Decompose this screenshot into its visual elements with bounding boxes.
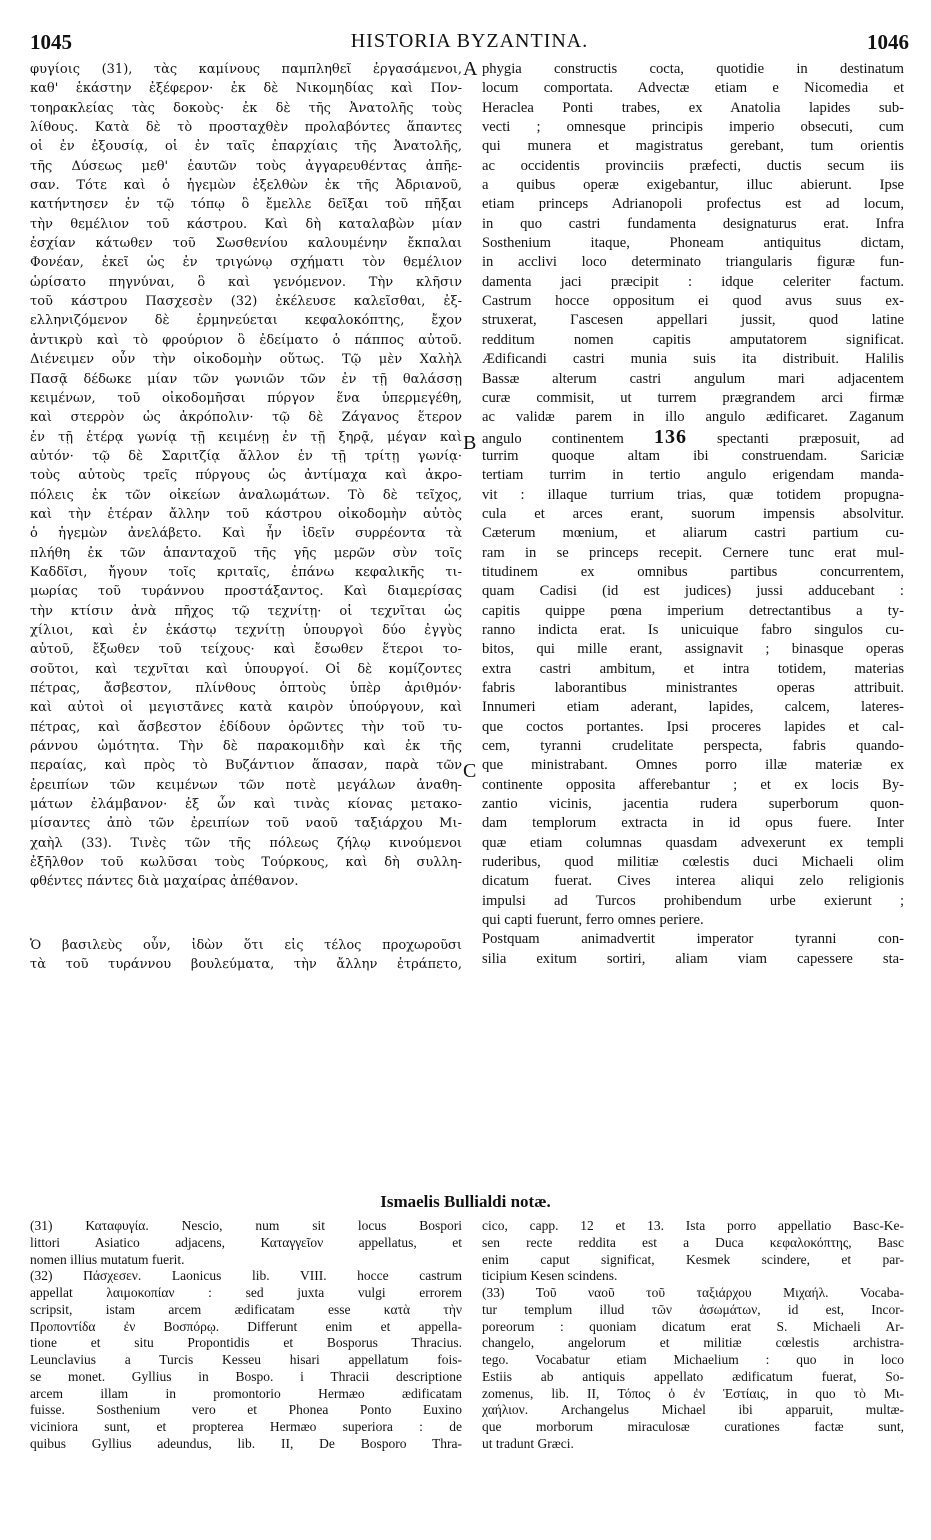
text-line: χαὴλ (33). Τινὲς τῶν τῆς πόλεως ζήλῳ κινούμενοι xyxy=(30,835,462,851)
greek-text-column xyxy=(30,60,462,974)
margin-marker-a: A xyxy=(463,58,478,80)
text-line: dam templorum extracta in id opus fuere. Inter xyxy=(482,815,904,832)
text-line: τὴν κτίσιν ἀνὰ πῆχος τῷ τεχνίτῃ· οἱ τεχνῖται ὡς xyxy=(30,603,462,619)
text-line: qui munera et magistratus gerebant, tum orientis xyxy=(482,138,904,155)
text-line: Πασᾷ δέδωκε μίαν τῶν γωνιῶν τῶν ἐν τῇ θαλάσσῃ xyxy=(30,371,462,387)
text-line: changelo, angelorum et militiæ cœlestis archistra- xyxy=(482,1335,904,1351)
text-line: dicatum fuerat. Cives interea aliqui zelo religionis xyxy=(482,873,904,890)
text-line: ἐξῆλθον τοῦ κωλῦσαι τοὺς Τούρκους, καὶ δὴ συλλη- xyxy=(30,855,462,871)
text-line: capitis quippe pœna imperium detrectantibus a ty- xyxy=(482,602,904,619)
text-line: καὶ στερρὸν ὡς ἀκρόπολιν· τῷ δὲ Ζάγανος ἕτερον xyxy=(30,410,462,426)
text-line: (31) Καταφυγία. Nescio, num sit locus Bospori xyxy=(30,1218,462,1233)
text-line: sen recte reddita est a Duca κεφαλοκόπτης, Basc xyxy=(482,1234,904,1250)
text-line: turrim quoque altam ibi construendam. Sariciæ xyxy=(482,447,904,464)
text-line: τοηρακλείας τὰς δοκοὺς· ἐκ δὲ τῆς Ἀνατολῆς τοὺς xyxy=(30,100,462,116)
text-line: impulsi ad Turcos prohibendum urbe exierunt ; xyxy=(482,892,904,909)
text-line: fabris laborantibus ministrantes operas attribuit. xyxy=(482,680,904,696)
text-line: quibus Gyllius adeundus, lib. II, De Bosporo Thra- xyxy=(30,1435,462,1451)
text-line: cem, tyranni crudelitate perspecta, fabris quando- xyxy=(482,738,904,755)
text-line: angulo continentem 136 spectanti præposuit, ad xyxy=(482,427,904,447)
text-line: κειμένων, τοῦ οἰκοδομῆσαι πύργον ἕνα ὑπερμεγέθη, xyxy=(30,390,462,406)
text-line: Ὁ βασιλεὺς οὖν, ἰδὼν ὅτι εἰς τέλος προχωροῦσι xyxy=(30,937,462,953)
text-line: ράννου ὠμότητα. Τὴν δὲ παρακομιδὴν καὶ ἐκ τῆς xyxy=(30,739,462,755)
text-line: etiam princeps Adrianopoli profectus est ad locum, xyxy=(482,196,904,213)
text-line: qui capti fuerunt, ferro omnes periere. xyxy=(482,912,704,929)
text-line: arcem illam in promontorio Hermæo ædificatam xyxy=(30,1385,462,1401)
text-line: ut tradunt Græci. xyxy=(482,1435,574,1451)
margin-marker-c: C xyxy=(463,760,477,782)
text-line: littori Asiatico adjacens, Καταγγεῖον appellatus, et xyxy=(30,1234,462,1250)
text-line: ὁ ἡγεμὼν ἀνελάβετο. Καὶ ἦν ἰδεῖν συρρέοντα τὰ xyxy=(30,526,462,542)
text-line: φυγίοις (31), τὰς καμίνους παμπληθεῖ ἐργασάμενοι, xyxy=(30,62,462,77)
text-line: cula et arces erant, suorum impensis absolvitur. xyxy=(482,505,904,522)
notes-right-column xyxy=(482,1218,904,1453)
text-line: curæ commisit, ut turrem prægrandem arci firmæ xyxy=(482,389,904,406)
text-line: Postquam animadvertit imperator tyranni con- xyxy=(482,931,904,948)
text-line: silia exitum sortiri, aliam viam capessere sta- xyxy=(482,950,904,967)
text-line: καὶ αὐτοὶ οἱ μεγιστᾶνες κατὰ καιρὸν ὑπούργουν, καὶ xyxy=(30,700,462,716)
text-line: ticipium Kesen scindens. xyxy=(482,1268,618,1284)
text-line: titudinem ex omnibus partibus concurrentem, xyxy=(482,563,904,580)
text-line: ὡρίσατο πηγνύναι, ὃ καὶ γενόμενον. Τὴν κλῆσιν xyxy=(30,274,462,290)
text-line: continente opposita afferebantur ; et ex locis By- xyxy=(482,776,904,793)
left-page-number: 1045 xyxy=(30,30,72,54)
text-line: πέτρας, ἄσβεστον, πλίνθους ὁπτοὺς ὑπὲρ ἀριθμόν· xyxy=(30,681,462,696)
text-line: struxerat, Γascesen appellari jussit, quod latine xyxy=(482,312,904,329)
text-line: χαήλιον. Archangelus Michael ibi apparuit, multæ- xyxy=(482,1402,904,1418)
notes-title: Ismaelis Bullialdi notæ. xyxy=(380,1192,551,1211)
text-line: a quibus operæ exigebantur, illuc abierunt. Ipse xyxy=(482,177,904,194)
page-mark: 136 xyxy=(653,427,687,447)
margin-marker-b: B xyxy=(463,432,477,454)
text-line: se monet. Gyllius in Bospo. i Thracii descriptione xyxy=(30,1368,462,1384)
text-line: Heraclea Ponti trabes, ex Anatolia lapides sub- xyxy=(482,99,904,116)
text-line: cico, capp. 12 et 13. Ista porro appellatio Basc-Ke- xyxy=(482,1218,904,1233)
text-line: καὶ τὴν ἑτέραν ἄλλην τοῦ κάστρου οἰκοδομὴν αὐτὸς xyxy=(30,506,462,522)
latin-text-column xyxy=(482,60,904,969)
text-line: τὰ τοῦ τυράννου βουλεύματα, τὴν ἄλλην ἐτράπετο, xyxy=(30,957,462,973)
text-line: ranno indicta erat. Is unicuique fabro singulos cu- xyxy=(482,621,904,638)
text-line: ἐν τῇ ἑτέρᾳ γωνίᾳ τῇ κειμένῃ ἐν τῇ ξηρᾷ, μέγαν καὶ xyxy=(30,429,462,445)
text-line: zantio vicinis, jacentia rudera superborum quon- xyxy=(482,796,904,813)
text-line: ac occidentis provinciis præfecti, ductis secum iis xyxy=(482,157,904,174)
text-line: πέτρας, καὶ ἄσβεστον ἐδίδουν ὁρῶντες τὴν τοῦ τυ- xyxy=(30,719,462,735)
text-line: fuisse. Sosthenium vero et Phonea Ponto Euxino xyxy=(30,1402,462,1418)
text-line: καθ' ἑκάστην ἐξέφερον· ἐκ δὲ Νικομηδίας καὶ Πον- xyxy=(30,81,462,97)
text-line: περαίας, καὶ πρὸς τὸ Βυζάντιον ἅπασαν, παρὰ τῶν xyxy=(30,758,462,774)
text-line: Castrum hocce oppositum ei quod avus suus ex- xyxy=(482,293,904,310)
text-line: τὴν θεμέλιον τοῦ κάστρου. Καὶ δὴ καταλαβὼν μίαν xyxy=(30,216,462,232)
text-line: damenta jaci præcipit : idque celeriter factum. xyxy=(482,273,904,290)
text-line: Bassæ alterum castri angulum mari adjacentem xyxy=(482,370,904,387)
text-line: tertiam turrim in tertio angulo erigendam manda- xyxy=(482,467,904,484)
text-line: (33) Τοῦ ναοῦ τοῦ ταξιάρχου Μιχαήλ. Vocaba- xyxy=(482,1285,904,1300)
text-line: (32) Πάσχεσεν. Laonicus lib. VIII. hocce castrum xyxy=(30,1268,462,1284)
text-line: οἱ ἐν ἐξουσίᾳ, οἱ ἐν ταῖς ἐπαρχίαις τῆς Ἀνατολῆς, xyxy=(30,139,462,155)
text-line: ac validæ parem in illo angulo ædificaret. Zaganum xyxy=(482,409,904,426)
text-line: ελληνιζόμενον δὲ ἑρμηνεύεται κεφαλοκόπτης, ἔχον xyxy=(30,313,462,329)
page-header xyxy=(30,30,909,58)
text-line: τοῦ κάστρου Πασχεσὲν (32) ἐκέλευσε καλεῖσθαι, ἐξ- xyxy=(30,294,462,310)
text-line: πλήθη ἐκ τῶν ἁπανταχοῦ τῆς γῆς μερῶν σὺν τοῖς xyxy=(30,545,462,561)
text-line: σαν. Τότε καὶ ὁ ἡγεμὼν ἐξελθὼν ἐκ τῆς Ἀδριανοῦ, xyxy=(30,178,462,194)
text-line: scripsit, istam arcem ædificatam esse κατὰ τὴν xyxy=(30,1301,462,1317)
text-line: que coctos portantes. Ipsi proceres lapides et cal- xyxy=(482,718,904,735)
text-line: appellat λαιμοκοπίαν : sed juxta vulgi errorem xyxy=(30,1285,462,1300)
text-line: Cæterum mœnium, et aliarum castri partium cu- xyxy=(482,525,904,542)
text-line: φθέντες πάντες διὰ μαχαίρας ἀπέθανον. xyxy=(30,874,299,890)
text-line: Ædificandi castri munia suis ita distribuit. Halilis xyxy=(482,351,904,368)
text-line: nomen illius mutatum fuerit. xyxy=(30,1251,185,1267)
text-line: vit : illaque turrium trias, quæ totidem propugna- xyxy=(482,486,904,503)
text-line: quæ etiam columnas quasdam advexerunt ex templi xyxy=(482,834,904,851)
text-line: quam Cadisi (id est judices) jussi adducebant : xyxy=(482,583,904,600)
text-line: κατήντησεν ἐν τῷ τόπῳ ὃ ἔμελλε δεῖξαι τοῦ πῆξαι xyxy=(30,197,462,213)
notes-left-column xyxy=(30,1218,462,1453)
text-line: enim caput significat, Kesmek scindere, et par- xyxy=(482,1251,904,1267)
text-line: ruderibus, quod militiæ cœlestis duci Michaeli olim xyxy=(482,854,904,871)
text-line: τοὺς αὐτοὺς τρεῖς πύργους ὡς ἀντίμαχα καὶ ἀκρο- xyxy=(30,468,462,484)
text-line: ἐρειπίων τῶν κειμένων τῶν ποτὲ μεγάλων ἀναθη- xyxy=(30,777,462,793)
running-title: HISTORIA BYZANTINA. xyxy=(350,30,589,52)
text-line: αὐτοῦ, ἔξωθεν τοῦ τείχους· καὶ ἔσωθεν ἕτεροι το- xyxy=(30,642,462,658)
text-line: que ministrabant. Omnes porro illæ materiæ ex xyxy=(482,757,904,774)
text-line: viciniora sunt, et propterea Hermæo superiora : de xyxy=(30,1419,462,1434)
text-line: in quo castri fundamenta designaturus erat. Infra xyxy=(482,215,904,232)
text-line: λίθους. Κατὰ δὲ τὸ προσταχθὲν προλαβόντες ἅπαντες xyxy=(30,120,462,136)
text-line: vecti ; omnesque principis imperio obsecuti, cum xyxy=(482,119,904,136)
text-line: μωρίας τοῦ τυράννου προστάξαντος. Καὶ διαμερίσας xyxy=(30,584,462,600)
text-line: tione et situ Propontidis et Bosporus Thracius. xyxy=(30,1335,462,1351)
text-line: Innumeri etiam aderant, lapides, calcem, lateres- xyxy=(482,699,904,716)
text-line: tur templum illud τῶν ἀσωμάτων, id est, Incor- xyxy=(482,1301,904,1317)
text-line: μίσαντες ἀπὸ τῶν ἐρειπίων τοῦ ναοῦ ταξιάρχου Μι- xyxy=(30,816,462,832)
text-line: αὐτόν· τῷ δὲ Σαριτζίᾳ ἄλλον ἐν τῇ τρίτῃ γωνίᾳ· xyxy=(30,448,462,464)
text-line: locum comportata. Advectæ etiam e Nicomedia et xyxy=(482,80,904,97)
text-line: μάτων ἐλάμβανον· ἐξ ὧν καὶ τινὰς κίονας μετακο- xyxy=(30,797,462,813)
right-page-number: 1046 xyxy=(867,30,909,54)
text-line: Estiis ab antiquis appellato ædificatum fuerat, So- xyxy=(482,1368,904,1384)
text-line: ram in se princeps recepit. Cernere tunc erat mul- xyxy=(482,544,904,561)
text-line: τῆς Δύσεως μεθ' ἑαυτῶν τοὺς ἀγγαρευθέντας ἀπῆε- xyxy=(30,158,462,174)
text-line: ἀντικρὺ καὶ τὸ φρούριον ὃ ἐδείματο ὁ πάππος αὐτοῦ. xyxy=(30,332,462,348)
text-line: Διένειμεν οὖν τὴν οἰκοδομὴν οὕτως. Τῷ μὲν Χαλὴλ xyxy=(30,352,462,368)
text-line: extra castri ambitum, et intra totidem, materias xyxy=(482,660,904,677)
text-line: Καδδῖσι, ἤγουν τοῖς κριταῖς, ἐπάνω κεφαλικῆς τι- xyxy=(30,564,462,580)
text-line: zomenus, lib. II, Τόπος ὁ ἐν Ἑστίαις, in quo τὸ Μι- xyxy=(482,1385,904,1401)
text-line: poreorum : quoniam dicatum erat S. Michaeli Ar- xyxy=(482,1318,904,1334)
text-line: Sosthenium itaque, Phoneam antiquitus dictam, xyxy=(482,235,904,252)
text-line: redditum nomen capitis amputatorem significat. xyxy=(482,331,904,348)
text-line: phygia constructis cocta, quotidie in destinatum xyxy=(482,61,904,77)
text-line: que morborum miraculosæ curationes factæ sunt, xyxy=(482,1419,904,1434)
text-line: χίλιοι, καὶ ἐν ἑκάστῳ τεχνίτῃ ὑπουργοὶ δύο ἐγγὺς xyxy=(30,622,462,638)
text-line: πόλεις ἐκ τῶν οἰκείων ἀναλωμάτων. Τὸ δὲ τεῖχος, xyxy=(30,487,462,503)
text-line: Προποντίδα ἐν Βοσπόρῳ. Differunt enim et appella- xyxy=(30,1318,462,1334)
text-line: bitos, qui mille erant, assignavit ; binasque operas xyxy=(482,641,904,658)
text-line: Leunclavius a Turcis Kesseu hisari appellatum fois- xyxy=(30,1352,462,1367)
paragraph-gap xyxy=(30,892,462,936)
text-line: Φονέαν, ἐκεῖ ὡς ἐν τριγώνῳ σχήματι τὸν θεμέλιον xyxy=(30,255,462,271)
text-line: tego. Vocabatur etiam Michaelium : quo in loco xyxy=(482,1352,904,1367)
text-line: σοῦτοι, καὶ τεχνῖται καὶ ὑπουργοί. Οἱ δὲ κομίζοντες xyxy=(30,661,462,677)
text-line: in acclivi loco determinato triangularis figuræ fun- xyxy=(482,254,904,271)
text-line: ἐσχίαν κάτωθεν τοῦ Σωσθενίου καλουμένην ἔκπαλαι xyxy=(30,236,462,252)
